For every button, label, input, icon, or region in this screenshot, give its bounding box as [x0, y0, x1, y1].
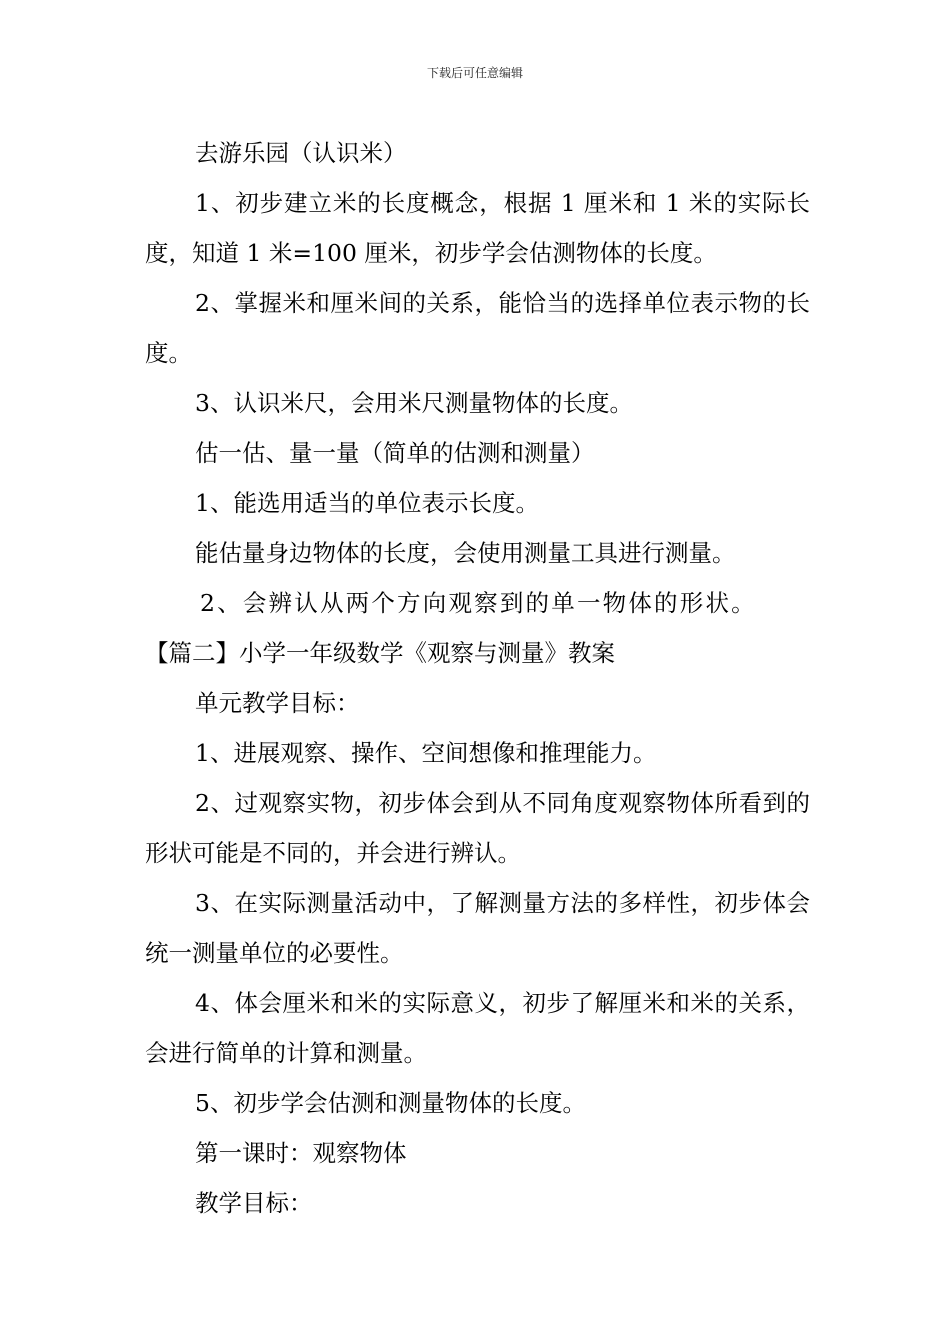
paragraph: 2、掌握米和厘米间的关系，能恰当的选择单位表示物的长度。	[145, 289, 810, 367]
paragraph: 1、能选用适当的单位表示长度。	[195, 489, 539, 517]
page-header: 下载后可任意编辑	[426, 66, 523, 80]
section-heading-lesson-one: 第一课时：观察物体	[195, 1139, 407, 1167]
paragraph: 3、在实际测量活动中，了解测量方法的多样性，初步体会统一测量单位的必要性。	[145, 889, 810, 967]
section-heading-estimate-measure: 估一估、量一量（简单的估测和测量）	[195, 439, 595, 467]
section-heading-teaching-goals: 教学目标：	[195, 1189, 313, 1217]
document-body	[145, 128, 810, 1228]
paragraph: 能估量身边物体的长度，会使用测量工具进行测量。	[195, 539, 736, 567]
paragraph: 1、初步建立米的长度概念，根据 1 厘米和 1 米的实际长度，知道 1 米=100 厘米，初步学会估测物体的长度。	[145, 189, 810, 267]
part-two-title: 【篇二】小学一年级数学《观察与测量》教案	[145, 639, 615, 667]
paragraph: 3、认识米尺，会用米尺测量物体的长度。	[195, 389, 633, 417]
paragraph: 4、体会厘米和米的实际意义，初步了解厘米和米的关系，会进行简单的计算和测量。	[145, 989, 810, 1067]
paragraph: 1、进展观察、操作、空间想像和推理能力。	[195, 739, 657, 767]
paragraph: 2、会辨认从两个方向观察到的单一物体的形状。	[200, 589, 757, 617]
section-heading-amusement-park: 去游乐园（认识米）	[195, 139, 407, 167]
paragraph: 5、初步学会估测和测量物体的长度。	[195, 1089, 586, 1117]
section-heading-unit-goals: 单元教学目标：	[195, 689, 360, 717]
paragraph: 2、过观察实物，初步体会到从不同角度观察物体所看到的形状可能是不同的，并会进行辨认。	[145, 789, 810, 867]
